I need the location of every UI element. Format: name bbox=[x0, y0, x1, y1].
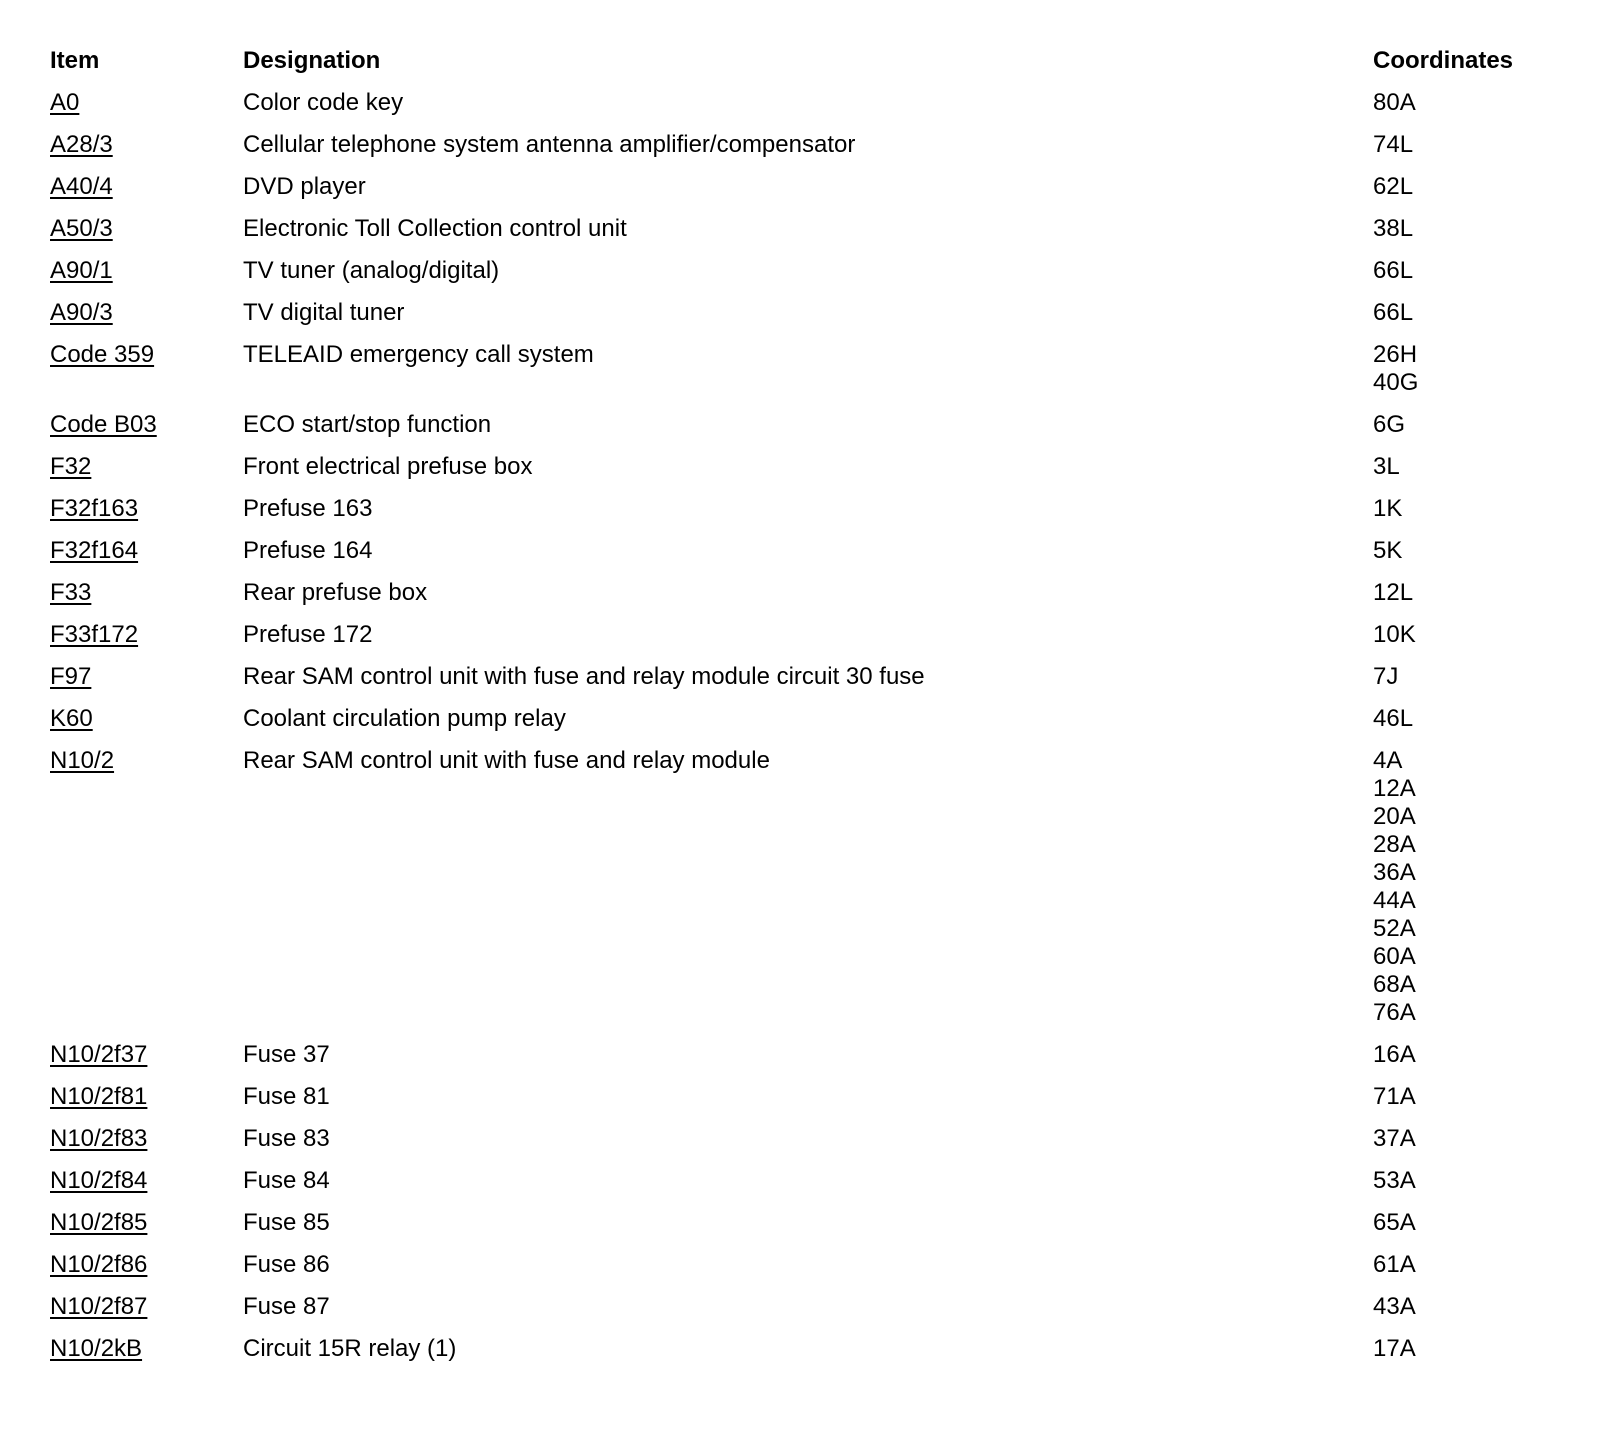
designation-cell: TV digital tuner bbox=[243, 299, 405, 326]
coordinate-value: 37A bbox=[1373, 1125, 1416, 1152]
item-cell bbox=[50, 663, 243, 705]
item-link[interactable]: N10/2kB bbox=[50, 1335, 143, 1362]
coordinate-value: 52A bbox=[1373, 915, 1416, 942]
coordinate-value: 66L bbox=[1373, 299, 1414, 326]
coordinates-cell bbox=[1373, 1167, 1560, 1209]
table-row bbox=[50, 1041, 1560, 1083]
coordinates-cell bbox=[1373, 131, 1560, 173]
coordinates-cell bbox=[1373, 173, 1560, 215]
designation-cell: Prefuse 172 bbox=[243, 621, 373, 648]
item-cell bbox=[50, 1083, 243, 1125]
coordinate-value: 36A bbox=[1373, 859, 1416, 886]
table-row bbox=[50, 1209, 1560, 1251]
designation-cell: Coolant circulation pump relay bbox=[243, 705, 566, 732]
table-row bbox=[50, 215, 1560, 257]
table-row bbox=[50, 299, 1560, 341]
header-designation: Designation bbox=[243, 47, 381, 74]
item-cell bbox=[50, 453, 243, 495]
coordinate-value: 46L bbox=[1373, 705, 1414, 732]
item-cell bbox=[50, 299, 243, 341]
coordinate-value: 68A bbox=[1373, 971, 1416, 998]
item-link[interactable]: F97 bbox=[50, 663, 92, 690]
coordinates-cell bbox=[1373, 495, 1560, 537]
coordinates-cell bbox=[1373, 1083, 1560, 1125]
item-cell bbox=[50, 705, 243, 747]
coordinate-value: 3L bbox=[1373, 453, 1400, 480]
designation-cell: DVD player bbox=[243, 173, 366, 200]
table-row bbox=[50, 1335, 1560, 1377]
component-legend-table bbox=[50, 44, 1560, 1377]
designation-cell: Color code key bbox=[243, 89, 404, 116]
table-row bbox=[50, 1083, 1560, 1125]
designation-cell: TELEAID emergency call system bbox=[243, 341, 594, 368]
item-cell bbox=[50, 257, 243, 299]
table-row bbox=[50, 579, 1560, 621]
designation-cell: Rear SAM control unit with fuse and relay module bbox=[243, 747, 770, 774]
table-row bbox=[50, 89, 1560, 131]
coordinate-value: 62L bbox=[1373, 173, 1414, 200]
coordinates-cell bbox=[1373, 299, 1560, 341]
designation-cell: Cellular telephone system antenna amplifier/compensator bbox=[243, 131, 856, 158]
coordinate-value: 12A bbox=[1373, 775, 1416, 802]
coordinate-value: 66L bbox=[1373, 257, 1414, 284]
table-row bbox=[50, 537, 1560, 579]
designation-cell: Fuse 83 bbox=[243, 1125, 330, 1152]
coordinates-cell bbox=[1373, 89, 1560, 131]
coordinate-value: 5K bbox=[1373, 537, 1403, 564]
designation-cell: Electronic Toll Collection control unit bbox=[243, 215, 627, 242]
table-row bbox=[50, 747, 1560, 1041]
table-row bbox=[50, 1167, 1560, 1209]
item-link[interactable]: N10/2f83 bbox=[50, 1125, 148, 1152]
coordinate-value: 44A bbox=[1373, 887, 1416, 914]
coordinate-value: 53A bbox=[1373, 1167, 1416, 1194]
designation-cell: Front electrical prefuse box bbox=[243, 453, 533, 480]
item-link[interactable]: N10/2f37 bbox=[50, 1041, 148, 1068]
coordinate-value: 28A bbox=[1373, 831, 1416, 858]
item-cell bbox=[50, 215, 243, 257]
designation-cell: TV tuner (analog/digital) bbox=[243, 257, 500, 284]
item-link[interactable]: F32f163 bbox=[50, 495, 139, 522]
coordinate-value: 26H bbox=[1373, 341, 1418, 368]
designation-cell: Prefuse 163 bbox=[243, 495, 373, 522]
item-link[interactable]: N10/2f85 bbox=[50, 1209, 148, 1236]
coordinate-value: 74L bbox=[1373, 131, 1414, 158]
designation-cell: Circuit 15R relay (1) bbox=[243, 1335, 457, 1362]
coordinate-value: 7J bbox=[1373, 663, 1399, 690]
table-row bbox=[50, 173, 1560, 215]
coordinates-cell bbox=[1373, 705, 1560, 747]
item-cell bbox=[50, 537, 243, 579]
coordinates-cell bbox=[1373, 663, 1560, 705]
coordinate-value: 65A bbox=[1373, 1209, 1416, 1236]
coordinate-value: 40G bbox=[1373, 369, 1419, 396]
coordinates-cell bbox=[1373, 579, 1560, 621]
item-link[interactable]: F33 bbox=[50, 579, 92, 606]
designation-cell: Fuse 37 bbox=[243, 1041, 330, 1068]
coordinate-value: 38L bbox=[1373, 215, 1414, 242]
item-cell bbox=[50, 411, 243, 453]
table-row bbox=[50, 663, 1560, 705]
table-row bbox=[50, 341, 1560, 411]
designation-cell: Rear SAM control unit with fuse and relay module circuit 30 fuse bbox=[243, 663, 925, 690]
item-cell bbox=[50, 1125, 243, 1167]
coordinate-value: 6G bbox=[1373, 411, 1406, 438]
item-link[interactable]: Code 359 bbox=[50, 341, 155, 368]
table-header-row bbox=[50, 44, 1560, 89]
item-cell bbox=[50, 1209, 243, 1251]
item-link[interactable]: A28/3 bbox=[50, 131, 113, 158]
coordinates-cell bbox=[1373, 1209, 1560, 1251]
item-link[interactable]: N10/2f87 bbox=[50, 1293, 148, 1320]
coordinates-cell bbox=[1373, 1251, 1560, 1293]
table-row bbox=[50, 1125, 1560, 1167]
coordinates-cell bbox=[1373, 621, 1560, 663]
table-row bbox=[50, 1293, 1560, 1335]
coordinate-value: 20A bbox=[1373, 803, 1416, 830]
coordinate-value: 17A bbox=[1373, 1335, 1416, 1362]
coordinate-value: 43A bbox=[1373, 1293, 1416, 1320]
coordinate-value: 61A bbox=[1373, 1251, 1416, 1278]
item-cell bbox=[50, 621, 243, 663]
coordinate-value: 76A bbox=[1373, 999, 1416, 1026]
coordinates-cell bbox=[1373, 411, 1560, 453]
item-link[interactable]: K60 bbox=[50, 705, 93, 732]
item-cell bbox=[50, 131, 243, 173]
item-cell bbox=[50, 1041, 243, 1083]
coordinates-cell bbox=[1373, 341, 1560, 411]
designation-cell: Fuse 81 bbox=[243, 1083, 330, 1110]
table-row bbox=[50, 621, 1560, 663]
coordinate-value: 71A bbox=[1373, 1083, 1416, 1110]
designation-cell: Fuse 86 bbox=[243, 1251, 330, 1278]
table-row bbox=[50, 1251, 1560, 1293]
item-link[interactable]: N10/2f81 bbox=[50, 1083, 148, 1110]
item-cell bbox=[50, 89, 243, 131]
header-coordinates: Coordinates bbox=[1373, 47, 1514, 74]
item-link[interactable]: N10/2f84 bbox=[50, 1167, 148, 1194]
item-link[interactable]: F33f172 bbox=[50, 621, 139, 648]
table-row bbox=[50, 705, 1560, 747]
table-row bbox=[50, 495, 1560, 537]
item-link[interactable]: F32 bbox=[50, 453, 92, 480]
item-link[interactable]: Code B03 bbox=[50, 411, 157, 438]
coordinate-value: 16A bbox=[1373, 1041, 1416, 1068]
item-link[interactable]: A0 bbox=[50, 89, 80, 116]
item-cell bbox=[50, 1167, 243, 1209]
item-cell bbox=[50, 495, 243, 537]
item-link[interactable]: A90/3 bbox=[50, 299, 113, 326]
designation-cell: Prefuse 164 bbox=[243, 537, 373, 564]
item-cell bbox=[50, 1335, 243, 1377]
item-cell bbox=[50, 1293, 243, 1335]
item-link[interactable]: A40/4 bbox=[50, 173, 113, 200]
item-cell bbox=[50, 173, 243, 215]
coordinate-value: 4A bbox=[1373, 747, 1403, 774]
coordinate-value: 80A bbox=[1373, 89, 1416, 116]
item-cell bbox=[50, 747, 243, 1041]
coordinates-cell bbox=[1373, 453, 1560, 495]
coordinates-cell bbox=[1373, 1125, 1560, 1167]
coordinates-cell bbox=[1373, 747, 1560, 1041]
coordinate-value: 12L bbox=[1373, 579, 1414, 606]
coordinates-cell bbox=[1373, 257, 1560, 299]
designation-cell: ECO start/stop function bbox=[243, 411, 492, 438]
coordinates-cell bbox=[1373, 215, 1560, 257]
designation-cell: Fuse 85 bbox=[243, 1209, 330, 1236]
item-link[interactable]: F32f164 bbox=[50, 537, 139, 564]
designation-cell: Fuse 87 bbox=[243, 1293, 330, 1320]
item-link[interactable]: A50/3 bbox=[50, 215, 113, 242]
item-cell bbox=[50, 341, 243, 411]
table-row bbox=[50, 453, 1560, 495]
coordinate-value: 1K bbox=[1373, 495, 1403, 522]
coordinate-value: 10K bbox=[1373, 621, 1416, 648]
coordinates-cell bbox=[1373, 1293, 1560, 1335]
header-item: Item bbox=[50, 47, 100, 74]
table-row bbox=[50, 257, 1560, 299]
table-row bbox=[50, 131, 1560, 173]
table-body bbox=[50, 89, 1560, 1377]
designation-cell: Rear prefuse box bbox=[243, 579, 428, 606]
item-cell bbox=[50, 579, 243, 621]
coordinates-cell bbox=[1373, 1335, 1560, 1377]
coordinates-cell bbox=[1373, 1041, 1560, 1083]
table-row bbox=[50, 411, 1560, 453]
coordinates-cell bbox=[1373, 537, 1560, 579]
item-cell bbox=[50, 1251, 243, 1293]
coordinate-value: 60A bbox=[1373, 943, 1416, 970]
designation-cell: Fuse 84 bbox=[243, 1167, 330, 1194]
item-link[interactable]: A90/1 bbox=[50, 257, 113, 284]
item-link[interactable]: N10/2f86 bbox=[50, 1251, 148, 1278]
item-link[interactable]: N10/2 bbox=[50, 747, 115, 774]
